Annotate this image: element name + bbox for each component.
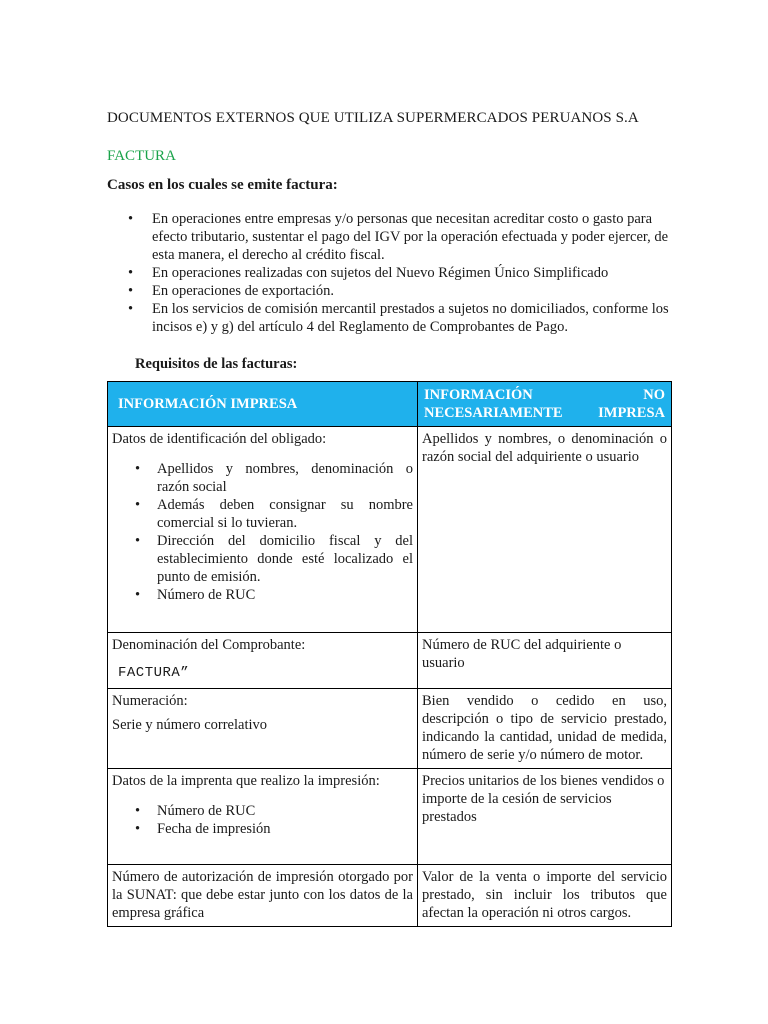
requirements-heading: Requisitos de las facturas: [135,356,298,372]
table-header-row [108,382,672,427]
list-item: • Además deben consignar su nombre comercial si lo tuvieran. [157,496,413,532]
header-printed-info: INFORMACIÓN IMPRESA [108,382,418,427]
table-cell-left [108,427,418,633]
table-cell-right: Valor de la venta o importe del servicio prestado, sin incluir los tributos que afectan la operación ni otros cargos. [418,865,672,927]
table-row [108,769,672,865]
header-not-printed-info: INFORMACIÓN NO NECESARIAMENTE IMPRESA [418,382,672,427]
table-cell-right: Número de RUC del adquiriente o usuario [418,633,672,689]
list-item: • En operaciones entre empresas y/o personas que necesitan acreditar costo o gasto para efecto tributario, sustentar el pago del IGV por la operación efectuada y poder ejercer, de esta manera, el derecho al crédito fiscal. [152,210,672,264]
requirements-table [107,381,672,927]
cell-subtext: FACTURA” [118,665,190,681]
list-item: • Fecha de impresión [157,820,413,838]
cell-text: Denominación del Comprobante: [112,637,306,653]
table-cell-left [108,769,418,865]
cell-text: Datos de identificación del obligado: [112,431,327,447]
document-title: DOCUMENTOS EXTERNOS QUE UTILIZA SUPERMERCADOS PERUANOS S.A [107,110,639,126]
cases-heading: Casos en los cuales se emite factura: [107,177,338,193]
table-row [108,633,672,689]
list-item: • En los servicios de comisión mercantil prestados a sujetos no domiciliados, conforme los incisos e) y g) del artículo 4 del Reglamento de Comprobantes de Pago. [152,300,672,336]
cases-list [107,210,672,336]
cell-text: Datos de la imprenta que realizo la impresión: [112,773,380,789]
list-item: • Apellidos y nombres, denominación o razón social [157,460,413,496]
table-row [108,689,672,769]
list-item: • Número de RUC [157,802,413,820]
table-cell-right: Bien vendido o cedido en uso, descripción o tipo de servicio prestado, indicando la cantidad, unidad de medida, número de serie y/o número de motor. [418,689,672,769]
table-row [108,427,672,633]
table-cell-right: Apellidos y nombres, o denominación o razón social del adquiriente o usuario [418,427,672,633]
section-heading-factura: FACTURA [107,148,176,164]
cell-list [112,460,413,604]
list-item: • Dirección del domicilio fiscal y del establecimiento donde esté localizado el punto de emisión. [157,532,413,586]
table-cell-right: Precios unitarios de los bienes vendidos o importe de la cesión de servicios prestados [418,769,672,865]
list-item: • En operaciones de exportación. [152,282,672,300]
list-item: • Número de RUC [157,586,413,604]
table-cell-left: Número de autorización de impresión otorgado por la SUNAT: que debe estar junto con los datos de la empresa gráfica [108,865,418,927]
table-cell-left [108,689,418,769]
cell-list [112,802,413,838]
cell-subtext: Serie y número correlativo [112,717,268,733]
cell-text: Numeración: [112,693,188,709]
table-cell-left [108,633,418,689]
table-row [108,865,672,927]
list-item: • En operaciones realizadas con sujetos del Nuevo Régimen Único Simplificado [152,264,672,282]
